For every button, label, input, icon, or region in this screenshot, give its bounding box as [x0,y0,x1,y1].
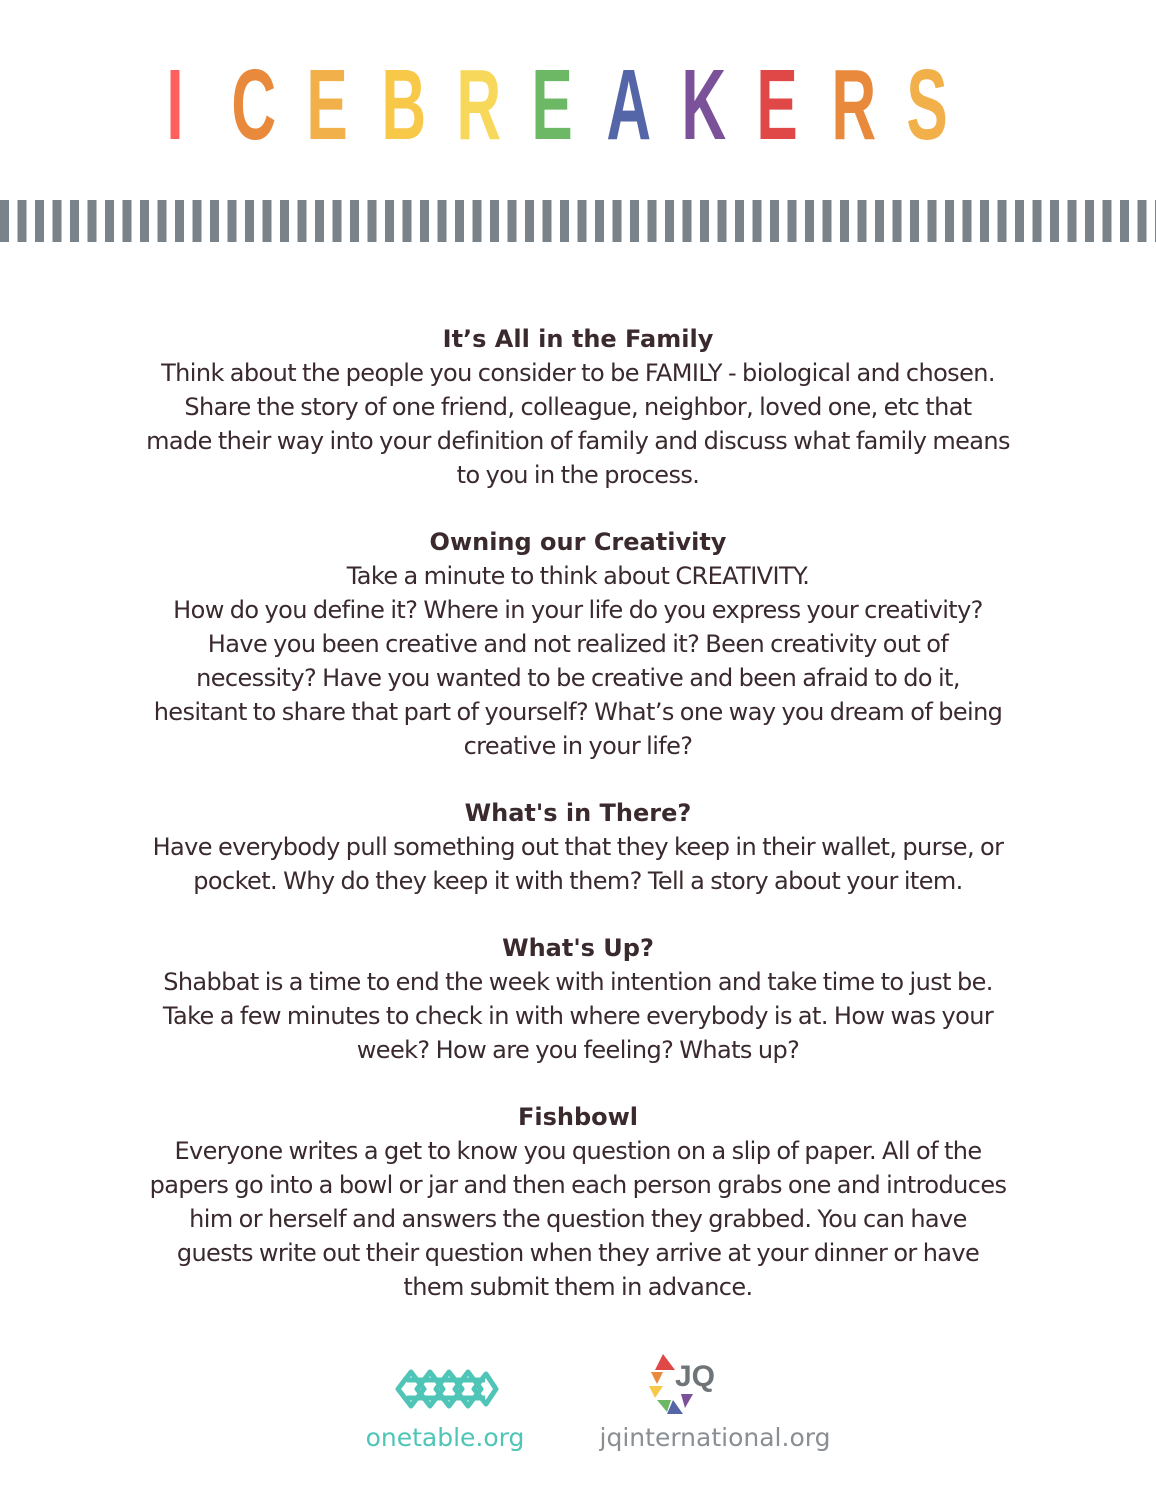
section-body-line: Take a few minutes to check in with where everybody is at. How was your [162,1002,994,1030]
section-body-line: pocket. Why do they keep it with them? Tell a story about your item. [193,867,963,895]
title-letter: S [906,49,948,161]
icebreaker-section [78,525,1078,763]
section-body-line: guests write out their question when they arrive at your dinner or have [176,1239,980,1267]
jq-star-logo-icon [645,1348,735,1418]
section-heading: Owning our Creativity [429,528,727,556]
title-letter: R [831,49,877,161]
section-body-line: Everyone writes a get to know you question on a slip of paper. All of the [174,1137,982,1165]
icebreaker-section [78,796,1078,898]
title-letter: E [531,49,573,161]
icebreaker-section [78,1100,1078,1304]
section-body-line: necessity? Have you wanted to be creative and been afraid to do it, [196,664,960,692]
section-heading: What's in There? [464,799,692,827]
section-body-line: Take a minute to think about CREATIVITY. [346,562,810,590]
icebreaker-section [78,931,1078,1067]
section-body-line: to you in the process. [456,461,700,489]
section-body-line: Have everybody pull something out that they keep in their wallet, purse, or [152,833,1004,861]
icebreaker-section [78,322,1078,492]
title-letter: E [756,49,798,161]
section-body-line: hesitant to share that part of yourself? What’s one way you dream of being [153,698,1003,726]
section-heading: It’s All in the Family [442,325,714,353]
jq-logo-text: JQ [675,1360,716,1393]
title-letter: I [166,49,184,161]
section-heading: What's Up? [502,934,654,962]
section-body-line: week? How are you feeling? Whats up? [356,1036,800,1064]
page-title [145,48,955,163]
section-body-line: Share the story of one friend, colleague, neighbor, loved one, etc that [184,393,972,421]
onetable-logo-icon [393,1360,499,1418]
icebreaker-list [78,322,1078,1337]
section-body-line: Think about the people you consider to be FAMILY - biological and chosen. [161,359,995,387]
section-body-line: creative in your life? [463,732,693,760]
striped-divider [0,200,1156,242]
title-letter: E [306,49,348,161]
title-letter: A [606,49,652,161]
section-heading: Fishbowl [517,1103,639,1131]
title-letter: K [681,49,727,161]
title-letter: C [231,49,277,161]
section-body-line: Shabbat is a time to end the week with intention and take time to just be. [163,968,993,996]
title-letter: B [381,49,427,161]
section-body-line: How do you define it? Where in your life do you express your creativity? [173,596,983,624]
section-body-line: papers go into a bowl or jar and then each person grabs one and introduces [149,1171,1007,1199]
section-body-line: made their way into your definition of family and discuss what family means [146,427,1010,455]
onetable-link[interactable]: onetable.org [365,1423,525,1452]
section-body-line: them submit them in advance. [403,1273,753,1301]
title-letter: R [456,49,502,161]
section-body-line: him or herself and answers the question they grabbed. You can have [189,1205,967,1233]
section-body-line: Have you been creative and not realized it? Been creativity out of [207,630,949,658]
jqinternational-link[interactable]: jqinternational.org [599,1423,831,1452]
